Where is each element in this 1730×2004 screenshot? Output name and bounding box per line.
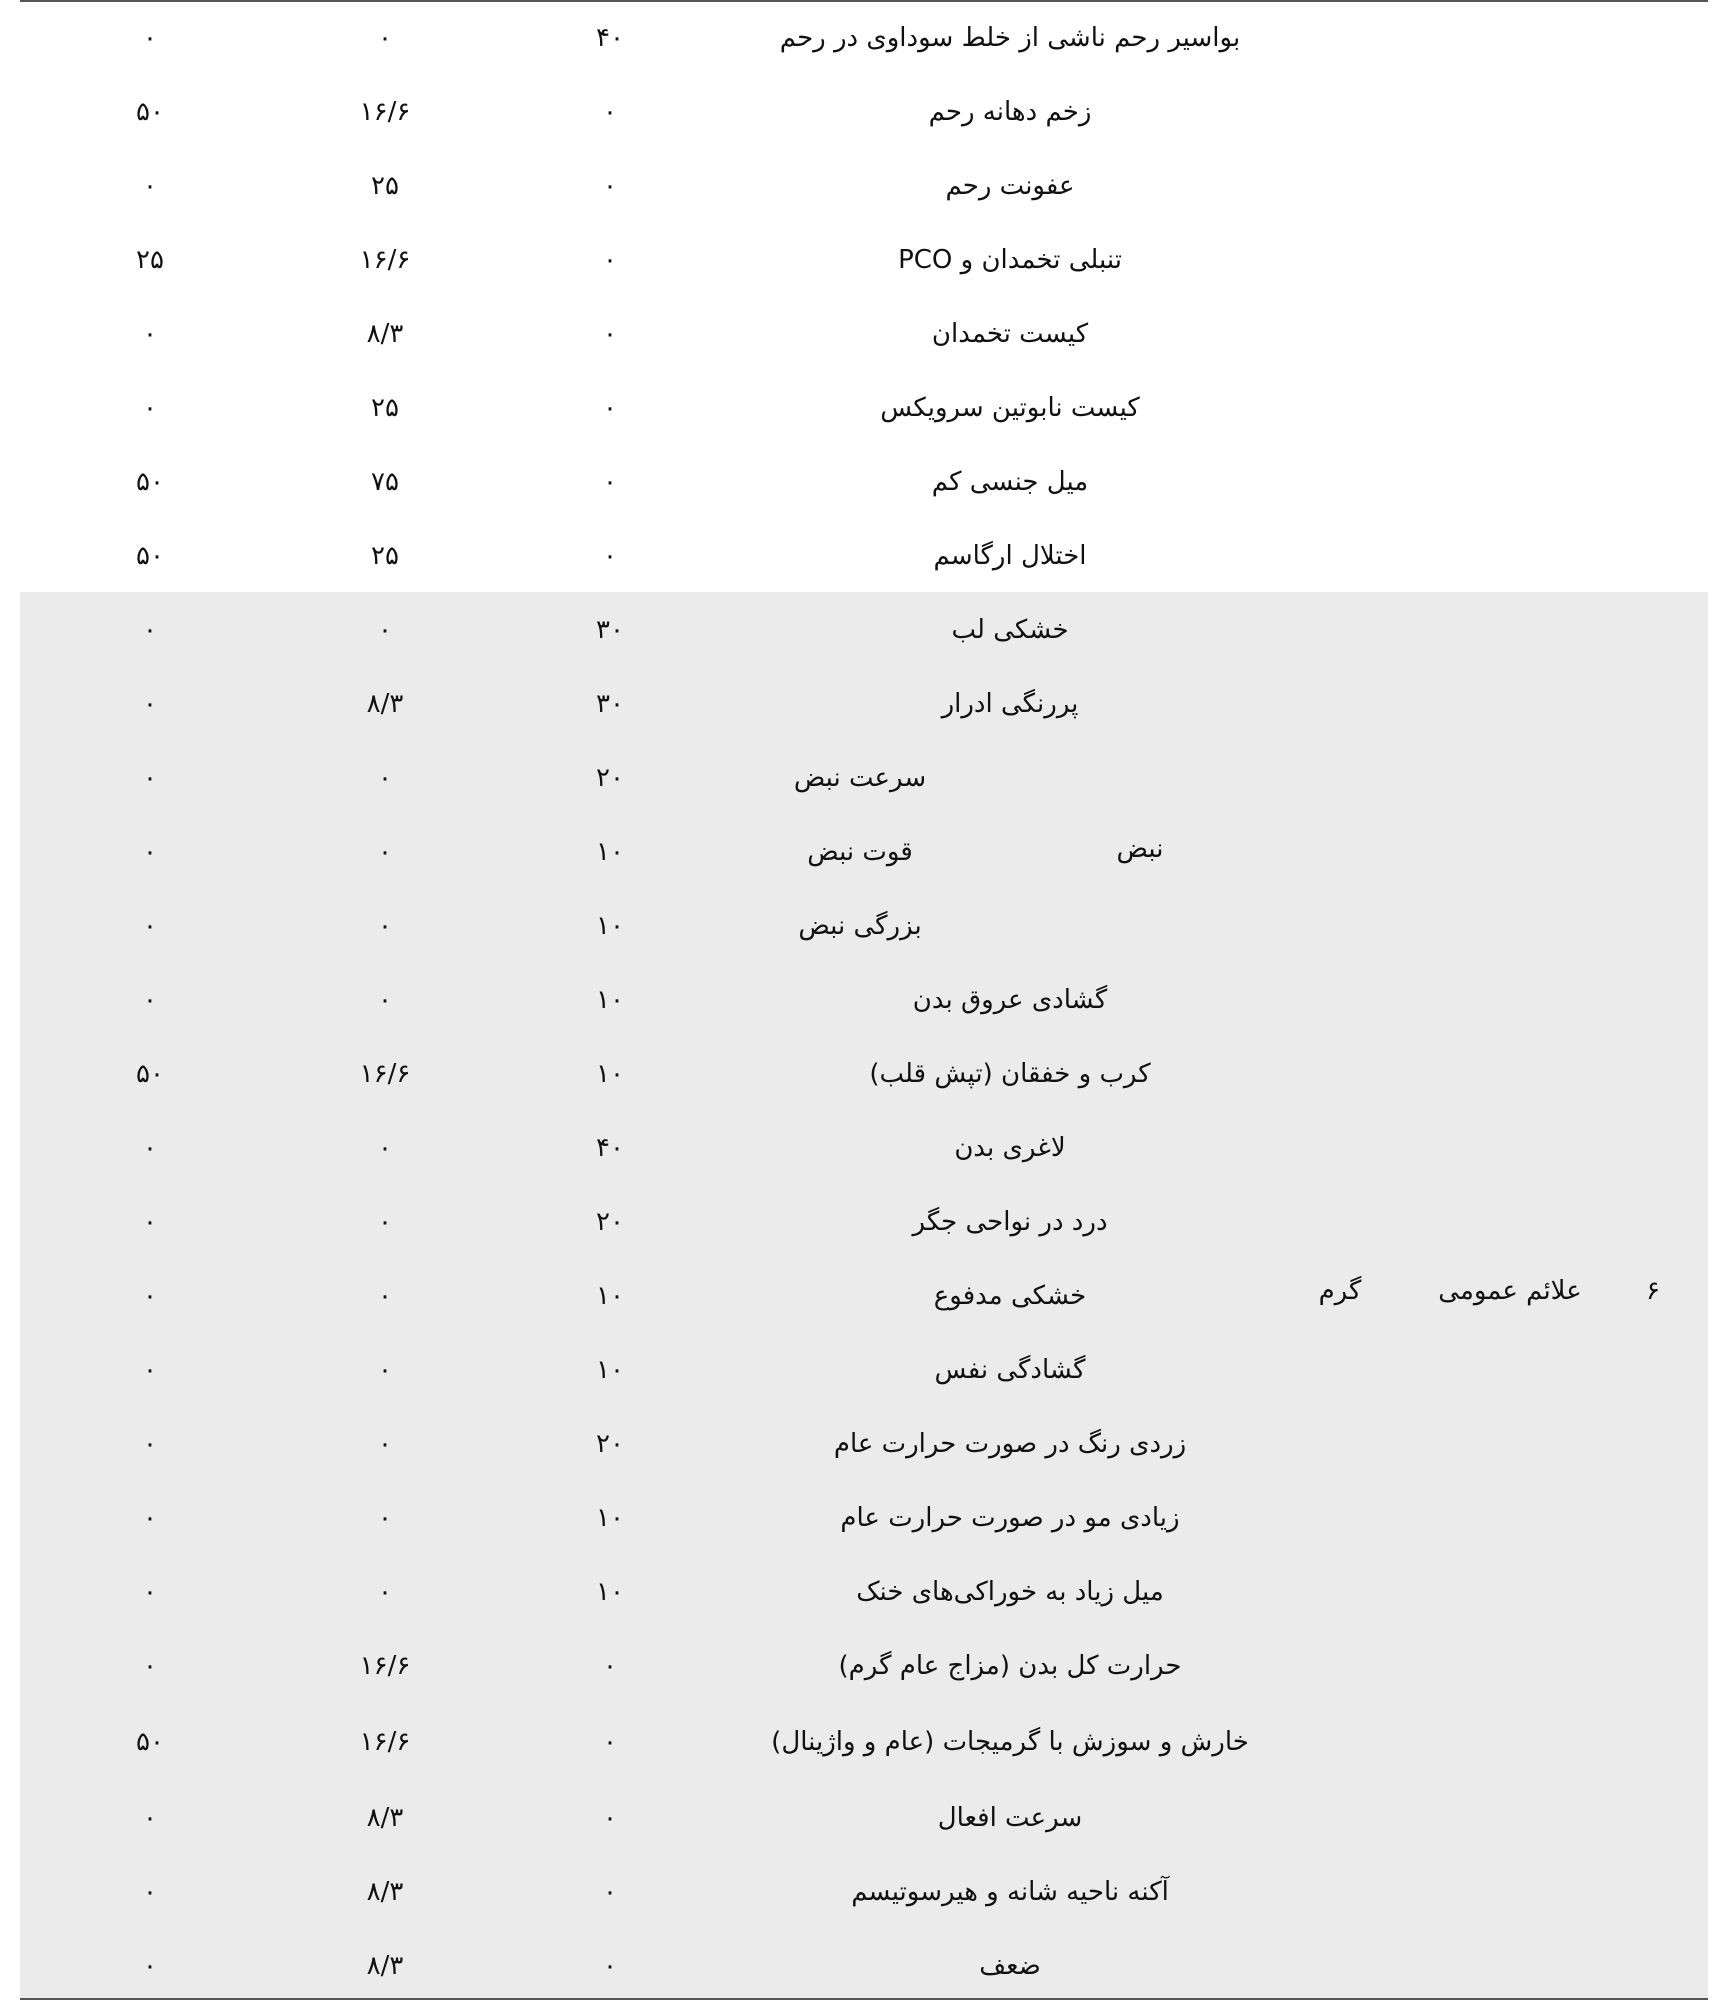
symptom-cell: قوت نبض — [807, 837, 913, 868]
symptom-cell: عفونت رحم — [945, 171, 1075, 202]
symptom-cell: لاغری بدن — [954, 1133, 1066, 1164]
pulse-group-label: نبض — [1116, 834, 1164, 864]
symptom-cell: خشکی مدفوع — [933, 1281, 1087, 1312]
value-cell-col3: ۳۰ — [596, 615, 624, 646]
value-cell-col1: ۰ — [143, 1133, 157, 1164]
value-cell-col1: ۰ — [143, 1877, 157, 1908]
symptom-cell: میل جنسی کم — [931, 467, 1089, 498]
table-row — [20, 1704, 1708, 1782]
value-cell-col3: ۱۰ — [596, 1577, 624, 1608]
value-cell-col2: ۸/۳ — [366, 319, 404, 350]
symptom-cell: بزرگی نبض — [798, 911, 922, 942]
value-cell-col1: ۰ — [143, 1951, 157, 1982]
value-cell-col2: ۰ — [378, 1281, 392, 1312]
value-cell-col3: ۰ — [603, 1951, 617, 1982]
value-cell-col1: ۰ — [143, 393, 157, 424]
value-cell-col1: ۲۵ — [136, 245, 164, 276]
value-cell-col3: ۲۰ — [596, 1429, 624, 1460]
value-cell-col1: ۵۰ — [136, 97, 164, 128]
table-row — [20, 1408, 1708, 1482]
row-number: ۶ — [1646, 1276, 1660, 1306]
value-cell-col2: ۰ — [378, 985, 392, 1016]
value-cell-col1: ۰ — [143, 1577, 157, 1608]
value-cell-col2: ۸/۳ — [366, 1877, 404, 1908]
symptom-cell: خشکی لب — [951, 615, 1069, 646]
value-cell-col3: ۲۰ — [596, 1207, 624, 1238]
value-cell-col2: ۰ — [378, 763, 392, 794]
symptom-cell: آکنه ناحیه شانه و هیرسوتیسم — [851, 1877, 1169, 1908]
value-cell-col2: ۰ — [378, 1133, 392, 1164]
value-cell-col3: ۱۰ — [596, 1355, 624, 1386]
value-cell-col3: ۴۰ — [596, 1133, 624, 1164]
value-cell-col2: ۱۶/۶ — [359, 245, 411, 276]
value-cell-col1: ۰ — [143, 1651, 157, 1682]
table-row — [20, 742, 1708, 816]
value-cell-col3: ۰ — [603, 245, 617, 276]
symptom-cell: حرارت کل بدن (مزاج عام گرم) — [838, 1651, 1182, 1682]
value-cell-col3: ۱۰ — [596, 1503, 624, 1534]
table-row — [20, 1782, 1708, 1856]
value-cell-col1: ۵۰ — [136, 1059, 164, 1090]
value-cell-col3: ۱۰ — [596, 1281, 624, 1312]
value-cell-col1: ۰ — [143, 763, 157, 794]
table-row — [20, 1112, 1708, 1186]
table-row — [20, 1186, 1708, 1260]
table-row — [20, 372, 1708, 446]
value-cell-col3: ۰ — [603, 541, 617, 572]
value-cell-col3: ۱۰ — [596, 911, 624, 942]
table-row — [20, 1630, 1708, 1704]
symptom-cell: زخم دهانه رحم — [928, 97, 1092, 128]
value-cell-col2: ۱۶/۶ — [359, 1059, 411, 1090]
value-cell-col1: ۰ — [143, 689, 157, 720]
value-cell-col1: ۰ — [143, 1803, 157, 1834]
symptom-cell: ضعف — [979, 1951, 1041, 1982]
symptom-cell: زردی رنگ در صورت حرارت عام — [833, 1429, 1187, 1460]
table-row — [20, 890, 1708, 964]
value-cell-col3: ۱۰ — [596, 837, 624, 868]
value-cell-col3: ۰ — [603, 1803, 617, 1834]
value-cell-col1: ۰ — [143, 319, 157, 350]
value-cell-col2: ۰ — [378, 1355, 392, 1386]
symptom-cell: تنبلی تخمدان و PCO — [898, 245, 1122, 276]
symptom-cell: سرعت نبض — [793, 763, 927, 794]
value-cell-col2: ۱۶/۶ — [359, 1727, 411, 1758]
value-cell-col1: ۰ — [143, 171, 157, 202]
value-cell-col1: ۰ — [143, 23, 157, 54]
value-cell-col1: ۰ — [143, 1503, 157, 1534]
value-cell-col1: ۵۰ — [136, 1727, 164, 1758]
symptom-cell: بواسیر رحم ناشی از خلط سوداوی در رحم — [779, 23, 1241, 54]
symptom-cell: کیست تخمدان — [931, 319, 1089, 350]
table-row — [20, 1930, 1708, 2004]
value-cell-col2: ۲۵ — [371, 171, 399, 202]
value-cell-col2: ۰ — [378, 23, 392, 54]
value-cell-col3: ۰ — [603, 171, 617, 202]
value-cell-col1: ۵۰ — [136, 467, 164, 498]
symptom-cell: کیست نابوتین سرویکس — [880, 393, 1140, 424]
value-cell-col3: ۴۰ — [596, 23, 624, 54]
category-label: علائم عمومی — [1438, 1276, 1582, 1306]
value-cell-col1: ۰ — [143, 1207, 157, 1238]
value-cell-col2: ۰ — [378, 911, 392, 942]
value-cell-col3: ۰ — [603, 1877, 617, 1908]
table-row — [20, 1856, 1708, 1930]
value-cell-col2: ۰ — [378, 1207, 392, 1238]
symptom-cell: درد در نواحی جگر — [912, 1207, 1108, 1238]
temperament-label: گرم — [1318, 1276, 1362, 1306]
value-cell-col2: ۰ — [378, 1577, 392, 1608]
table-row — [20, 1038, 1708, 1112]
value-cell-col2: ۲۵ — [371, 541, 399, 572]
symptom-cell: میل زیاد به خوراکی‌های خنک — [856, 1577, 1164, 1608]
value-cell-col1: ۵۰ — [136, 541, 164, 572]
symptom-cell: اختلال ارگاسم — [933, 541, 1087, 572]
table-row — [20, 76, 1708, 150]
table-row — [20, 816, 1708, 890]
table-row — [20, 964, 1708, 1038]
table-row — [20, 446, 1708, 520]
value-cell-col3: ۰ — [603, 1727, 617, 1758]
value-cell-col1: ۰ — [143, 837, 157, 868]
value-cell-col2: ۱۶/۶ — [359, 1651, 411, 1682]
symptom-cell: سرعت افعال — [937, 1803, 1083, 1834]
value-cell-col3: ۱۰ — [596, 985, 624, 1016]
value-cell-col2: ۸/۳ — [366, 1803, 404, 1834]
symptom-cell: زیادی مو در صورت حرارت عام — [840, 1503, 1180, 1534]
table-row — [20, 1482, 1708, 1556]
value-cell-col2: ۰ — [378, 837, 392, 868]
value-cell-col3: ۰ — [603, 467, 617, 498]
value-cell-col2: ۸/۳ — [366, 689, 404, 720]
value-cell-col1: ۰ — [143, 615, 157, 646]
table-row — [20, 594, 1708, 668]
table-row — [20, 668, 1708, 742]
value-cell-col3: ۰ — [603, 319, 617, 350]
value-cell-col2: ۰ — [378, 1503, 392, 1534]
value-cell-col1: ۰ — [143, 985, 157, 1016]
value-cell-col2: ۱۶/۶ — [359, 97, 411, 128]
value-cell-col1: ۰ — [143, 1281, 157, 1312]
value-cell-col3: ۰ — [603, 393, 617, 424]
value-cell-col2: ۸/۳ — [366, 1951, 404, 1982]
value-cell-col3: ۰ — [603, 1651, 617, 1682]
data-table — [20, 0, 1708, 2000]
symptom-cell: گشادی عروق بدن — [912, 985, 1108, 1016]
value-cell-col3: ۳۰ — [596, 689, 624, 720]
table-row — [20, 224, 1708, 298]
table-row — [20, 1334, 1708, 1408]
table-row — [20, 298, 1708, 372]
value-cell-col2: ۰ — [378, 1429, 392, 1460]
value-cell-col3: ۲۰ — [596, 763, 624, 794]
value-cell-col1: ۰ — [143, 1355, 157, 1386]
table-row — [20, 520, 1708, 594]
value-cell-col3: ۱۰ — [596, 1059, 624, 1090]
value-cell-col1: ۰ — [143, 911, 157, 942]
symptom-cell: پررنگی ادرار — [941, 689, 1079, 720]
value-cell-col2: ۰ — [378, 615, 392, 646]
table-row — [20, 150, 1708, 224]
value-cell-col3: ۰ — [603, 97, 617, 128]
value-cell-col2: ۲۵ — [371, 393, 399, 424]
symptom-cell: گشادگی نفس — [934, 1355, 1086, 1386]
value-cell-col2: ۷۵ — [371, 467, 399, 498]
table-row — [20, 2, 1708, 76]
table-row — [20, 1556, 1708, 1630]
value-cell-col1: ۰ — [143, 1429, 157, 1460]
symptom-cell: کرب و خفقان (تپش قلب) — [869, 1059, 1151, 1090]
symptom-cell: خارش و سوزش با گرمیجات (عام و واژینال) — [771, 1727, 1249, 1758]
